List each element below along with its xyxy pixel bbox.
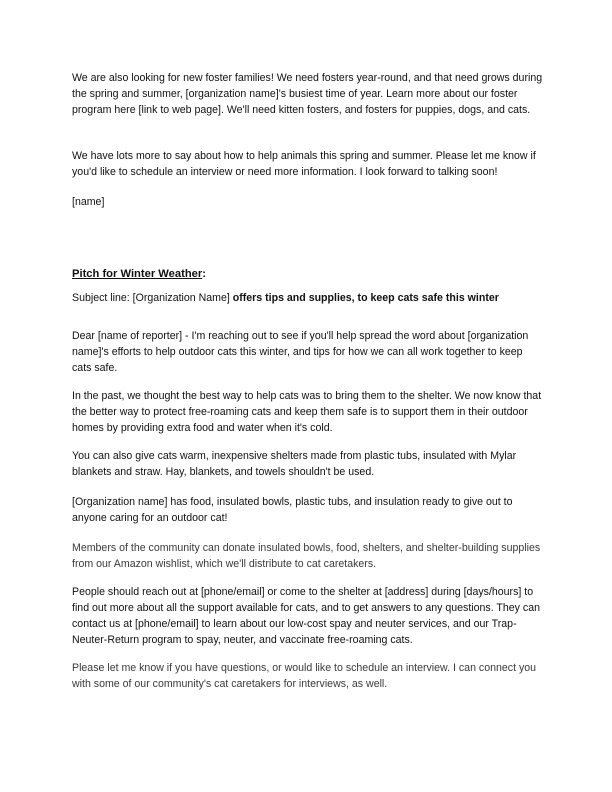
pitch-paragraph-donate: Members of the community can donate insulated bowls, food, shelters, and shelter-building supplies from our Amazon wishlist, which we'll distribute to cat caretakers. (72, 542, 541, 570)
pitch-paragraph-shelters: You can also give cats warm, inexpensive shelters made from plastic tubs, insulated with Mylar blankets and straw. Hay, blankets, and towels shouldn't be used. (72, 450, 517, 478)
pitch-paragraph-contact: People should reach out at [phone/email] or come to the shelter at [address] during [days/hours] to find out more about all the support available for cats, and to get answers to any questions. They can contact us at [phone/email] to learn about our low-cost spay and neuter services, and our Trap-Neuter-Return program to spay, neuter, and vaccinate free-roaming cats. (72, 586, 540, 646)
subject-line (72, 290, 544, 306)
pitch-paragraph-past: In the past, we thought the best way to help cats was to bring them to the shelter. We now know that the better way to protect free-roaming cats and keep them safe is to support them in their outdoor homes by providing extra food and water when it's cold. (72, 390, 542, 434)
signature: [name] (72, 196, 105, 208)
pitch-paragraph-closing: Please let me know if you have questions, or would like to schedule an interview. I can connect you with some of our community's cat caretakers for interviews, as well. (72, 662, 537, 690)
pitch-paragraph-greeting: Dear [name of reporter] - I'm reaching out to see if you'll help spread the word about [organization name]'s efforts to help outdoor cats this winter, and tips for how we can all work together to keep cats safe. (72, 330, 529, 374)
foster-paragraph: We are also looking for new foster families! We need fosters year-round, and that need grows during the spring and summer, [organization name]'s busiest time of year. Learn more about our foster program here [link to web page]. We'll need kitten fosters, and fosters for puppies, dogs, and cats. (72, 72, 543, 116)
section-heading (72, 266, 544, 282)
subject-line-prefix: Subject line: [Organization Name] (72, 292, 233, 304)
closing-paragraph: We have lots more to say about how to help animals this spring and summer. Please let me know if you'd like to schedule an interview or need more information. I look forward to talking soon! (72, 150, 536, 178)
subject-line-bold: offers tips and supplies, to keep cats safe this winter (232, 292, 499, 304)
pitch-paragraph-supplies: [Organization name] has food, insulated bowls, plastic tubs, and insulation ready to give out to anyone caring for an outdoor cat! (72, 496, 513, 524)
section-heading-colon: : (202, 268, 206, 280)
section-heading-text: Pitch for Winter Weather (72, 268, 203, 280)
